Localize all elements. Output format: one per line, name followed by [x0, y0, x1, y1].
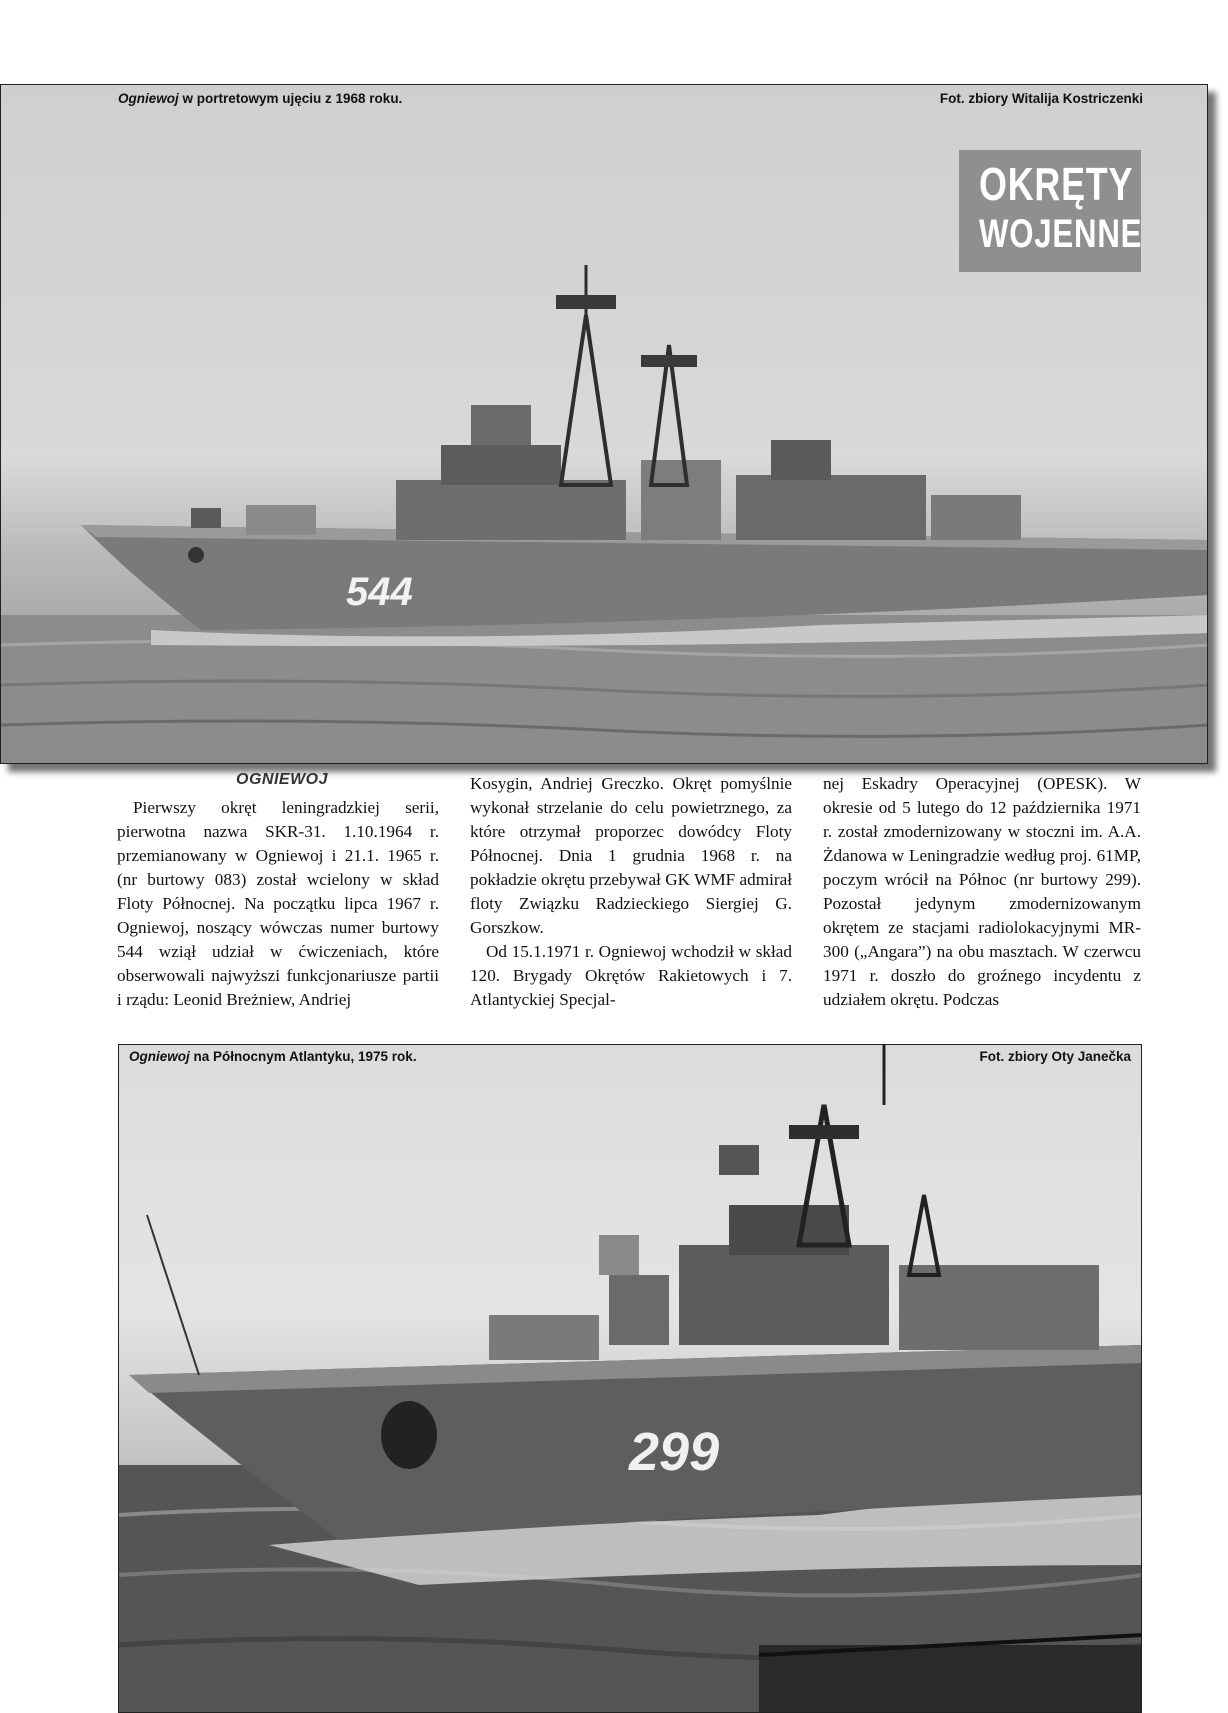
- paragraph: Od 15.1.1971 r. Ogniewoj wchodził w skład 120. Brygady Okrętów Rakietowych i 7. Atlantyckiej Specjal-: [470, 942, 792, 1009]
- bottom-caption-ship-name: Ogniewoj: [129, 1049, 190, 1064]
- bottom-photo-caption: [129, 1046, 417, 1068]
- ship-299-illustration: [119, 1045, 1142, 1713]
- paragraph: Kosygin, Andriej Greczko. Okręt pomyślnie wykonał strzelanie do celu powietrznego, za które otrzymał proporzec dowódcy Floty Północnej. Dnia 1 grudnia 1968 r. na pokładzie okrętu przebywał GK WMF admirał floty Związku Radzieckiego Siergiej G. Gorszkow.: [470, 774, 792, 937]
- bottom-photo-credit: Fot. zbiory Oty Janečka: [979, 1049, 1131, 1064]
- paragraph: nej Eskadry Operacyjnej (OPESK). W okresie od 5 lutego do 12 października 1971 r. został zmodernizowany w stoczni im. A.A. Żdanowa w Leningradzie według proj. 61MP, poczym wrócił na Północ (nr burtowy 299). Pozostał jedynym zmodernizowanym okrętem ze stacjami radiolokacyjnymi MR-300 („Angara”) na obu masztach. W czerwcu 1971 r. doszło do groźnego incydentu z udziałem okrętu. Podczas: [823, 774, 1141, 1009]
- text-column-1: [117, 772, 439, 1037]
- paragraph: Pierwszy okręt leningradzkiej serii, pierwotna nazwa SKR-31. 1.10.1964 r. przemianowany w Ogniewoj i 21.1. 1965 r. (nr burtowy 083) został wcielony w skład Floty Północnej. Na początku lipca 1967 r. Ogniewoj, noszący wówczas numer burtowy 544 wziął udział w ćwiczeniach, które obserwowali najwyższi funkcjonariusze partii i rządu: Leonid Breżniew, Andriej: [117, 798, 439, 1009]
- text-column-3: [823, 772, 1141, 1037]
- section-heading: OGNIEWOJ: [236, 771, 329, 788]
- bottom-caption-text: na Północnym Atlantyku, 1975 rok.: [189, 1049, 417, 1064]
- magazine-logo: [959, 150, 1141, 272]
- bottom-photo: [118, 1044, 1142, 1713]
- text-column-2: [470, 772, 792, 1037]
- top-photo-credit: Fot. zbiory Witalija Kostriczenki: [939, 91, 1143, 106]
- logo-line-1: OKRĘTY: [979, 158, 1134, 210]
- top-photo: [0, 84, 1208, 764]
- top-caption-text: w portretowym ujęciu z 1968 roku.: [178, 91, 403, 106]
- top-caption-ship-name: Ogniewoj: [118, 91, 179, 106]
- top-photo-caption: [118, 88, 402, 110]
- logo-line-2: WOJENNE: [979, 212, 1143, 256]
- hull-number-299: 299: [629, 1422, 720, 1482]
- hull-number-544: 544: [346, 570, 413, 614]
